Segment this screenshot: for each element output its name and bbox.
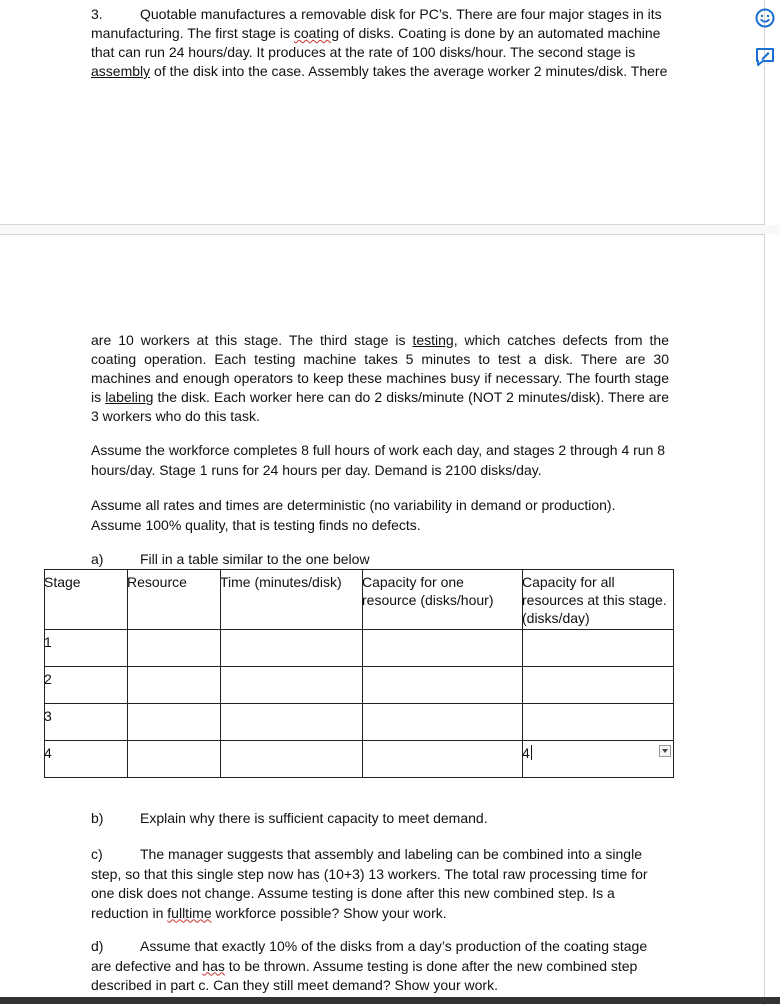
header-stage[interactable]: Stage: [45, 570, 128, 630]
question-number: 3.: [91, 6, 103, 22]
header-resource[interactable]: Resource: [128, 570, 221, 630]
bottom-toolbar-edge: [0, 997, 780, 1004]
time-cell[interactable]: [221, 704, 363, 741]
header-capacity-all[interactable]: Capacity for all resources at this stage. (disks/day): [523, 570, 674, 630]
table-header-row: [45, 570, 674, 630]
part-d: d) Assume that exactly 10% of the disks from a day’s production of the coating stage are defective and has to be thrown. Assume testing is done after the new combined step described in part c. Can they still meet demand? Show your work.: [91, 938, 648, 993]
assumption-rates: Assume all rates and times are deterministic (no variability in demand or production). Assume 100% quality, that is testing finds no defects.: [91, 497, 616, 533]
add-emoji-reaction-button[interactable]: [752, 5, 778, 31]
assembly-word: assembly: [91, 63, 151, 79]
part-d-label: d): [91, 938, 104, 954]
table-row: [45, 704, 674, 741]
capacity-one-cell[interactable]: [363, 630, 523, 667]
capacity-all-cell[interactable]: [523, 630, 674, 667]
cell-dropdown-arrow-icon[interactable]: [659, 745, 671, 757]
resource-cell[interactable]: [128, 630, 221, 667]
stage-cell[interactable]: 3: [45, 704, 128, 741]
time-cell[interactable]: [221, 741, 363, 778]
time-cell[interactable]: [221, 667, 363, 704]
page-gap: [0, 225, 780, 234]
capacity-one-cell[interactable]: [363, 667, 523, 704]
capacity-one-cell[interactable]: [363, 741, 523, 778]
part-a: [91, 550, 669, 569]
capacity-all-cell[interactable]: [523, 704, 674, 741]
part-c-label: c): [91, 846, 103, 862]
part-a-text: Fill in a table similar to the one below: [140, 551, 370, 567]
capacity-one-cell[interactable]: [363, 704, 523, 741]
has-word: has: [202, 957, 225, 974]
assumption-workforce: Assume the workforce completes 8 full hours of work each day, and stages 2 through 4 run 8 hours/day. Stage 1 runs for 24 hours per day. Demand is 2100 disks/day.: [91, 442, 666, 478]
stage-cell[interactable]: 1: [45, 630, 128, 667]
capacity-all-cell-active[interactable]: [523, 741, 674, 778]
question-3-intro: 3. Quotable manufactures a removable disk for PC’s. There are four major stages in its manufacturing. The first stage is coating of disks. Coating is done by an automated machine that can run 24 hours/day. It produces at the rate of 100 disks/hour. The second stage is assembly of the disk into the case. Assembly takes the average worker 2 minutes/disk. There: [91, 6, 668, 79]
labeling-word: labeling: [105, 389, 154, 405]
table-row: [45, 741, 674, 778]
document-page-1: [0, 0, 765, 225]
fulltime-word: fulltime: [167, 904, 212, 921]
resource-cell[interactable]: [128, 704, 221, 741]
question-3-continued: are 10 workers at this stage. The third stage is testing, which catches defects from the coating operation. Each testing machine takes 5 minutes to test a disk. There are 30 machines and enough operators to keep these machines busy if necessary. The fourth stage is labeling the disk. Each worker here can do 2 disks/minute (NOT 2 minutes/disk). There are 3 workers who do this task.: [91, 332, 669, 424]
table-row: [45, 630, 674, 667]
text-cursor: [531, 745, 532, 760]
suggest-edits-button[interactable]: [752, 44, 778, 70]
testing-word: testing: [412, 332, 454, 348]
capacity-table: [44, 569, 674, 778]
table-row: [45, 667, 674, 704]
part-a-label: a): [91, 551, 104, 567]
time-cell[interactable]: [221, 630, 363, 667]
coating-word: coating: [293, 25, 339, 41]
part-b: [91, 809, 669, 828]
part-b-label: b): [91, 810, 104, 826]
part-c: c) The manager suggests that assembly and labeling can be combined into a single step, so that this single step now has (10+3) 13 workers. The total raw processing time for one disk does not change. Assume testing is done after this new combined step. Is a reduction in fulltime workforce possible? Show your work.: [91, 846, 648, 921]
stage-cell[interactable]: 2: [45, 667, 128, 704]
resource-cell[interactable]: [128, 741, 221, 778]
part-b-text: Explain why there is sufficient capacity to meet demand.: [140, 810, 488, 826]
cell-value: 4: [522, 745, 530, 761]
smiley-icon: [754, 7, 776, 29]
stage-cell[interactable]: 4: [45, 741, 128, 778]
header-time[interactable]: Time (minutes/disk): [221, 570, 363, 630]
feedback-edit-icon: [754, 46, 776, 68]
resource-cell[interactable]: [128, 667, 221, 704]
capacity-all-cell[interactable]: [523, 667, 674, 704]
header-capacity-one[interactable]: Capacity for one resource (disks/hour): [363, 570, 523, 630]
